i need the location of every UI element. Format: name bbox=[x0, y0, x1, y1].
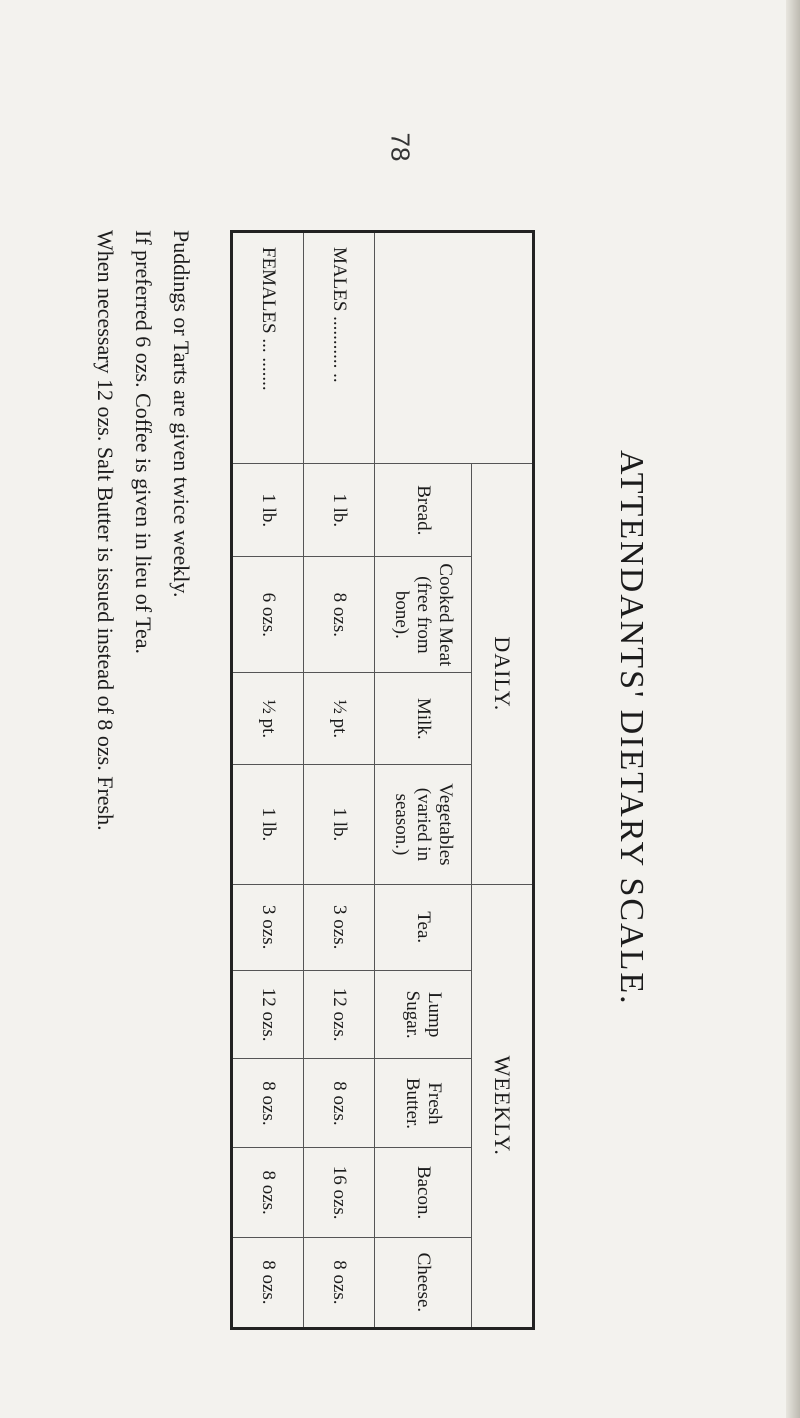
column-header-vegetables: Vegetables (varied in season.) bbox=[375, 765, 472, 884]
cell-females-bacon: 8 ozs. bbox=[232, 1148, 304, 1237]
cell-males-tea: 3 ozs. bbox=[304, 884, 375, 970]
table-row bbox=[232, 232, 304, 1329]
cell-males-milk: ½ pt. bbox=[304, 673, 375, 765]
page-gutter-shadow bbox=[786, 0, 800, 1418]
row-label-females: FEMALES ... ....... bbox=[232, 232, 304, 464]
cell-males-vegetables: 1 lb. bbox=[304, 765, 375, 884]
column-header-cooked-meat: Cooked Meat (free from bone). bbox=[375, 557, 472, 673]
column-header-cheese: Cheese. bbox=[375, 1237, 472, 1328]
cell-females-cooked-meat: 6 ozs. bbox=[232, 557, 304, 673]
footnote: When necessary 12 ozs. Salt Butter is issued instead of 8 ozs. Fresh. bbox=[93, 230, 118, 831]
cell-females-fresh-butter: 8 ozs. bbox=[232, 1059, 304, 1148]
column-header-tea: Tea. bbox=[375, 884, 472, 970]
table-row bbox=[304, 232, 375, 1329]
cell-males-cheese: 8 ozs. bbox=[304, 1237, 375, 1328]
column-header-milk: Milk. bbox=[375, 673, 472, 765]
cell-males-cooked-meat: 8 ozs. bbox=[304, 557, 375, 673]
rotated-page-content bbox=[93, 230, 650, 1330]
cell-males-bacon: 16 ozs. bbox=[304, 1148, 375, 1237]
daily-group-header: DAILY. bbox=[472, 464, 534, 884]
cell-females-milk: ½ pt. bbox=[232, 673, 304, 765]
dietary-scale-table bbox=[230, 230, 535, 1330]
column-header-fresh-butter: Fresh Butter. bbox=[375, 1059, 472, 1148]
footnote: If preferred 6 ozs. Coffee is given in lieu of Tea. bbox=[131, 230, 156, 655]
column-header-bread: Bread. bbox=[375, 464, 472, 557]
column-header-lump-sugar: Lump Sugar. bbox=[375, 970, 472, 1059]
page-number: 78 bbox=[385, 132, 416, 162]
cell-females-lump-sugar: 12 ozs. bbox=[232, 970, 304, 1059]
footnote: Puddings or Tarts are given twice weekly. bbox=[169, 230, 194, 598]
footnotes bbox=[86, 230, 200, 1330]
cell-females-vegetables: 1 lb. bbox=[232, 765, 304, 884]
cell-females-tea: 3 ozs. bbox=[232, 884, 304, 970]
weekly-group-header: WEEKLY. bbox=[472, 884, 534, 1328]
page-title: ATTENDANTS' DIETARY SCALE. bbox=[613, 450, 650, 1006]
table-corner bbox=[375, 232, 534, 464]
column-header-bacon: Bacon. bbox=[375, 1148, 472, 1237]
cell-females-bread: 1 lb. bbox=[232, 464, 304, 557]
cell-males-lump-sugar: 12 ozs. bbox=[304, 970, 375, 1059]
cell-females-cheese: 8 ozs. bbox=[232, 1237, 304, 1328]
cell-males-fresh-butter: 8 ozs. bbox=[304, 1059, 375, 1148]
cell-males-bread: 1 lb. bbox=[304, 464, 375, 557]
row-label-males: MALES ........... .. bbox=[304, 232, 375, 464]
table-group-header-row bbox=[472, 232, 534, 1329]
